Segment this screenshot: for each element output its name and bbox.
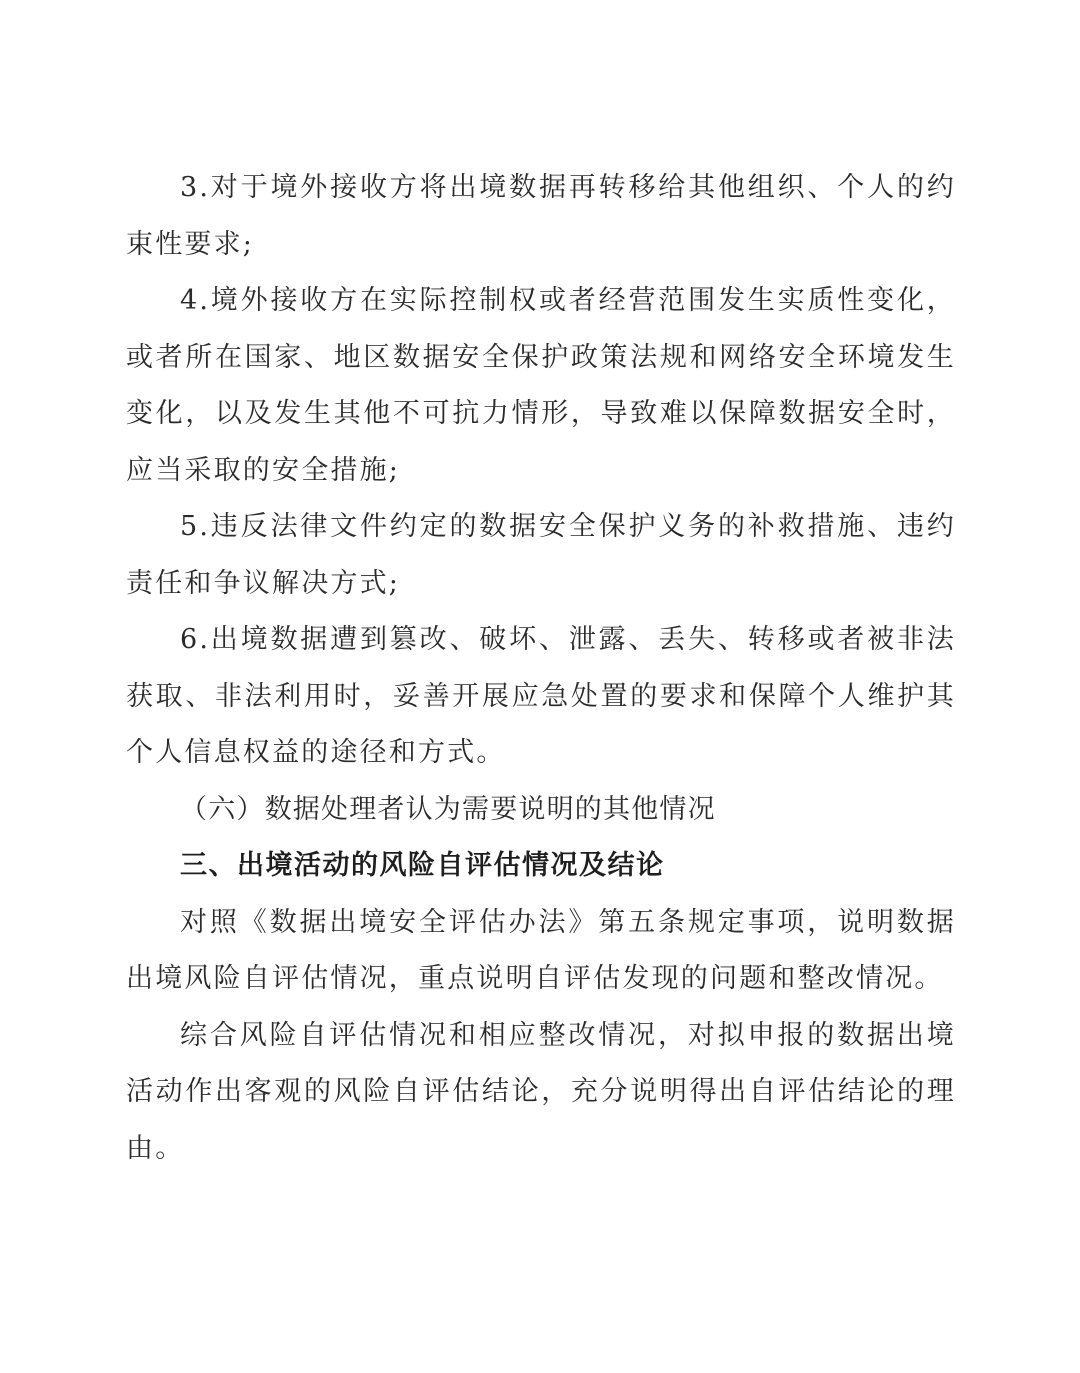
subsection-heading-6: （六）数据处理者认为需要说明的其他情况 xyxy=(180,793,716,825)
paragraph-item-4: 4.境外接收方在实际控制权或者经营范围发生实质性变化，或者所在国家、地区数据安全保护政策法规和网络安全环境发生变化，以及发生其他不可抗力情形，导致难以保障数据安全时，应当采取的安全措施; xyxy=(126,285,956,486)
paragraph-item-6: 6.出境数据遭到篡改、破坏、泄露、丢失、转移或者被非法获取、非法利用时，妥善开展应急处置的要求和保障个人维护其个人信息权益的途径和方式。 xyxy=(126,624,956,768)
document-body xyxy=(126,160,956,1177)
paragraph-conclusion: 综合风险自评估情况和相应整改情况，对拟申报的数据出境活动作出客观的风险自评估结论，充分说明得出自评估结论的理由。 xyxy=(126,1019,956,1164)
paragraph-self-assessment: 对照《数据出境安全评估办法》第五条规定事项，说明数据出境风险自评估情况，重点说明自评估发现的问题和整改情况。 xyxy=(126,906,956,994)
paragraph-item-3: 3.对于境外接收方将出境数据再转移给其他组织、个人的约束性要求; xyxy=(126,172,956,260)
section-heading-3: 三、出境活动的风险自评估情况及结论 xyxy=(180,850,665,881)
paragraph-item-5: 5.违反法律文件约定的数据安全保护义务的补救措施、违约责任和争议解决方式; xyxy=(126,511,956,599)
